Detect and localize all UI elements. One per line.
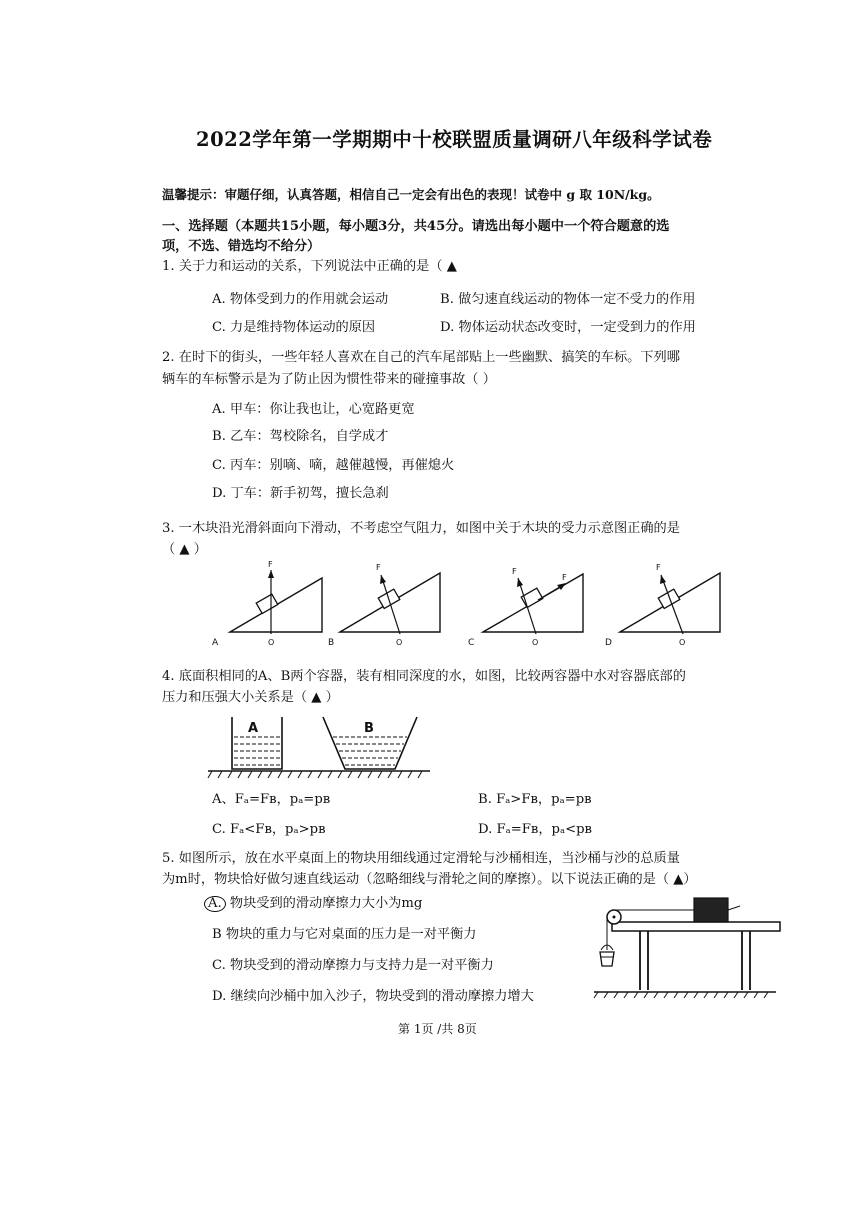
q4-option-d: D. Fₐ=Fʙ，pₐ<pʙ xyxy=(478,822,592,837)
q3-label-c: C xyxy=(468,638,475,648)
q4-stem-line1: 4. 底面积相同的A、B两个容器，装有相同深度的水，如图，比较两容器中水对容器底部的 xyxy=(162,669,686,684)
q3-c-origin: O xyxy=(532,638,539,647)
q2-stem-line2: 辆车的车标警示是为了防止因为惯性带来的碰撞事故（ ） xyxy=(162,372,496,387)
q5-stem-line1: 5. 如图所示，放在水平桌面上的物块用细线通过定滑轮与沙桶相连，当沙桶与沙的总质量 xyxy=(162,851,680,866)
tip-text: 温馨提示：审题仔细，认真答题，相信自己一定会有出色的表现！试卷中 g 取 10N/kg。 xyxy=(162,187,660,202)
q5-option-a-circle: A. xyxy=(204,896,226,912)
q4-option-c: C. Fₐ<Fʙ，pₐ>pʙ xyxy=(212,822,326,837)
q2-option-b: B. 乙车：驾校除名，自学成才 xyxy=(212,429,389,444)
q3-c-force-label: F xyxy=(512,567,517,576)
q5-figure xyxy=(594,898,780,998)
q4-option-b: B. Fₐ>Fʙ，pₐ=pʙ xyxy=(478,792,592,807)
q2-option-d: D. 丁车：新手初驾，擅长急刹 xyxy=(212,486,389,501)
q5-option-b: B 物块的重力与它对桌面的压力是一对平衡力 xyxy=(212,927,477,942)
q1-stem: 1. 关于力和运动的关系，下列说法中正确的是（ ▲ xyxy=(162,259,457,274)
q5-stem-line2: 为m时，物块恰好做匀速直线运动（忽略细线与滑轮之间的摩擦）。以下说法正确的是（ ▲） xyxy=(162,872,697,887)
q3-b-force-label: F xyxy=(376,563,381,572)
q2-option-c: C. 丙车：别嘀、嘀，越催越慢，再催熄火 xyxy=(212,458,455,473)
q1-option-b: B. 做匀速直线运动的物体一定不受力的作用 xyxy=(440,292,696,307)
q3-d-force-label: F xyxy=(656,563,661,572)
q1-option-a: A. 物体受到力的作用就会运动 xyxy=(212,292,389,307)
q3-stem-line1: 3. 一木块沿光滑斜面向下滑动，不考虑空气阻力，如图中关于木块的受力示意图正确的是 xyxy=(162,521,680,536)
q2-option-a: A. 甲车：你让我也让，心宽路更宽 xyxy=(212,402,415,417)
q5-option-a-text: 物块受到的滑动摩擦力大小为mg xyxy=(229,896,423,911)
q3-c-force-label-extra: F xyxy=(562,573,567,582)
q3-label-a: A xyxy=(212,638,219,648)
q3-figure-c xyxy=(468,567,583,648)
q3-d-origin: O xyxy=(679,638,686,647)
page-title: 2022学年第一学期期中十校联盟质量调研八年级科学试卷 xyxy=(196,128,713,151)
q1-option-c: C. 力是维持物体运动的原因 xyxy=(212,320,376,335)
q1-option-d: D. 物体运动状态改变时，一定受到力的作用 xyxy=(440,320,696,335)
q3-label-d: D xyxy=(605,638,612,648)
q4-stem-line2: 压力和压强大小关系是（ ▲ ） xyxy=(162,690,339,705)
section-heading-line1: 一、选择题（本题共15小题，每小题3分，共45分。请选出每小题中一个符合题意的选 xyxy=(162,219,670,234)
page-footer: 第 1页 /共 8页 xyxy=(398,1022,477,1036)
q2-stem-line1: 2. 在时下的街头，一些年轻人喜欢在自己的汽车尾部贴上一些幽默、搞笑的车标。下列哪 xyxy=(162,350,680,365)
q3-figure-d xyxy=(605,563,720,648)
q4-figure xyxy=(208,717,430,778)
q3-stem-line2: （ ▲ ） xyxy=(162,542,207,557)
q3-label-b: B xyxy=(328,638,335,648)
q5-option-a xyxy=(204,896,422,912)
q4-option-a: A、Fₐ=Fʙ，pₐ=pʙ xyxy=(212,792,331,807)
q4-container-a-label: A xyxy=(248,721,259,736)
q3-a-origin: O xyxy=(268,638,275,647)
q5-option-d: D. 继续向沙桶中加入沙子，物块受到的滑动摩擦力增大 xyxy=(212,989,534,1004)
q3-figure-a xyxy=(212,560,322,648)
section-heading-line2: 项，不选、错选均不给分） xyxy=(162,239,321,254)
q3-b-origin: O xyxy=(396,638,403,647)
q3-a-force-label: F xyxy=(268,560,273,569)
q5-option-c: C. 物块受到的滑动摩擦力与支持力是一对平衡力 xyxy=(212,958,494,973)
q3-figure-b xyxy=(328,563,440,648)
q4-container-b-label: B xyxy=(364,721,374,736)
